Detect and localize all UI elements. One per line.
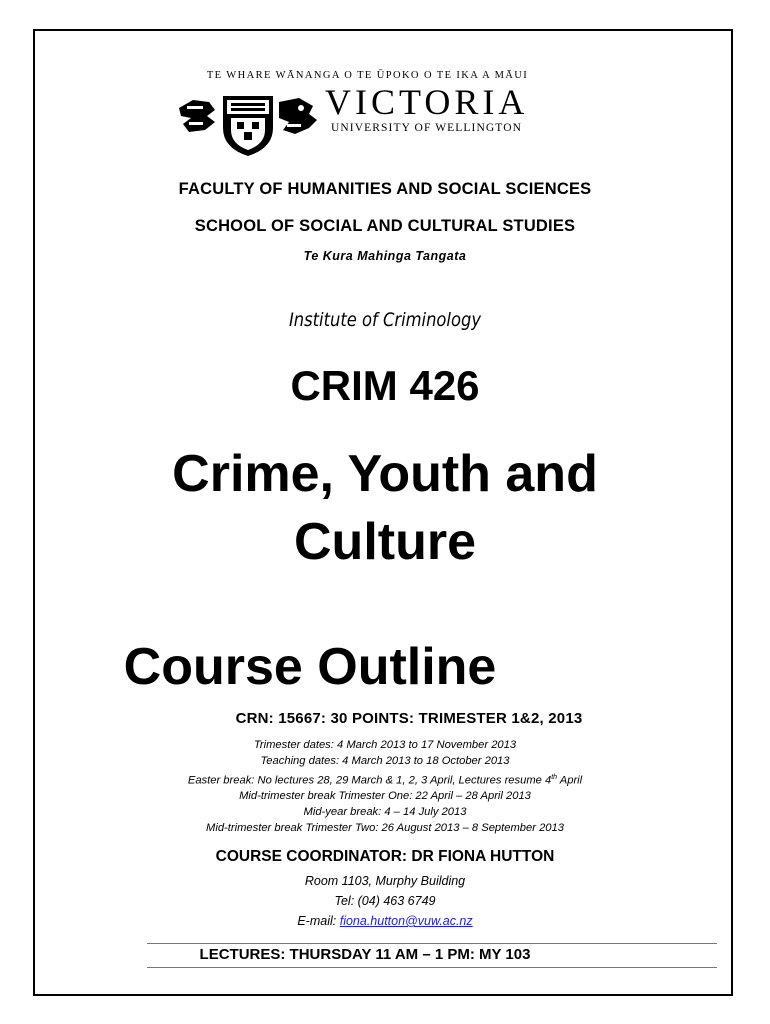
school-heading: SCHOOL OF SOCIAL AND CULTURAL STUDIES xyxy=(194,217,576,235)
trimester-dates: Trimester dates: 4 March 2013 to 17 November 2013 xyxy=(253,739,517,751)
teaching-dates: Teaching dates: 4 March 2013 to 18 October 2013 xyxy=(260,754,510,767)
easter-break-sup: th xyxy=(551,773,558,781)
easter-break xyxy=(0,770,770,790)
coordinator-email-line xyxy=(0,911,770,931)
institute-name: Institute of Criminology xyxy=(288,309,482,331)
mid-trimester-one: Mid-trimester break Trimester One: 22 April – 28 April 2013 xyxy=(239,790,531,803)
maori-school-name: Te Kura Mahinga Tangata xyxy=(303,249,467,263)
logo-wordmark: VICTORIA xyxy=(325,82,529,122)
email-label: E-mail: xyxy=(297,914,340,928)
bottom-rule xyxy=(147,967,717,968)
course-title xyxy=(0,440,770,576)
crest-icon xyxy=(175,88,320,158)
faculty-heading: FACULTY OF HUMANITIES AND SOCIAL SCIENCES xyxy=(178,180,592,198)
course-title-line-2: Culture xyxy=(294,513,476,571)
university-logo xyxy=(175,70,565,158)
course-outline-text: Course Outline xyxy=(123,638,497,696)
easter-break-end: April xyxy=(557,774,583,787)
crn-line: CRN: 15667: 30 POINTS: TRIMESTER 1&2, 2013 xyxy=(235,710,583,727)
lectures-line: LECTURES: THURSDAY 11 AM – 1 PM: MY 103 xyxy=(199,946,531,963)
logo-tagline: TE WHARE WĀNANGA O TE ŪPOKO O TE IKA A MĀUI xyxy=(206,70,529,81)
mid-year-break: Mid-year break: 4 – 14 July 2013 xyxy=(303,805,467,818)
logo-subtitle: UNIVERSITY OF WELLINGTON xyxy=(331,122,523,134)
coordinator-tel: Tel: (04) 463 6749 xyxy=(334,894,436,908)
course-outline-heading xyxy=(0,637,770,697)
email-link[interactable]: fiona.hutton@vuw.ac.nz xyxy=(339,914,473,928)
course-code: CRIM 426 xyxy=(290,362,480,409)
coordinator-contact xyxy=(0,871,770,931)
mid-trimester-two: Mid-trimester break Trimester Two: 26 August 2013 – 8 September 2013 xyxy=(206,821,564,834)
coordinator-room: Room 1103, Murphy Building xyxy=(304,874,466,888)
top-rule xyxy=(147,943,717,944)
coordinator-heading: COURSE COORDINATOR: DR FIONA HUTTON xyxy=(215,848,555,865)
easter-break-text: Easter break: No lectures 28, 29 March & 1, 2, 3 April, Lectures resume 4 xyxy=(187,774,552,787)
course-title-line-1: Crime, Youth and xyxy=(172,445,598,503)
dates-block xyxy=(0,738,770,837)
